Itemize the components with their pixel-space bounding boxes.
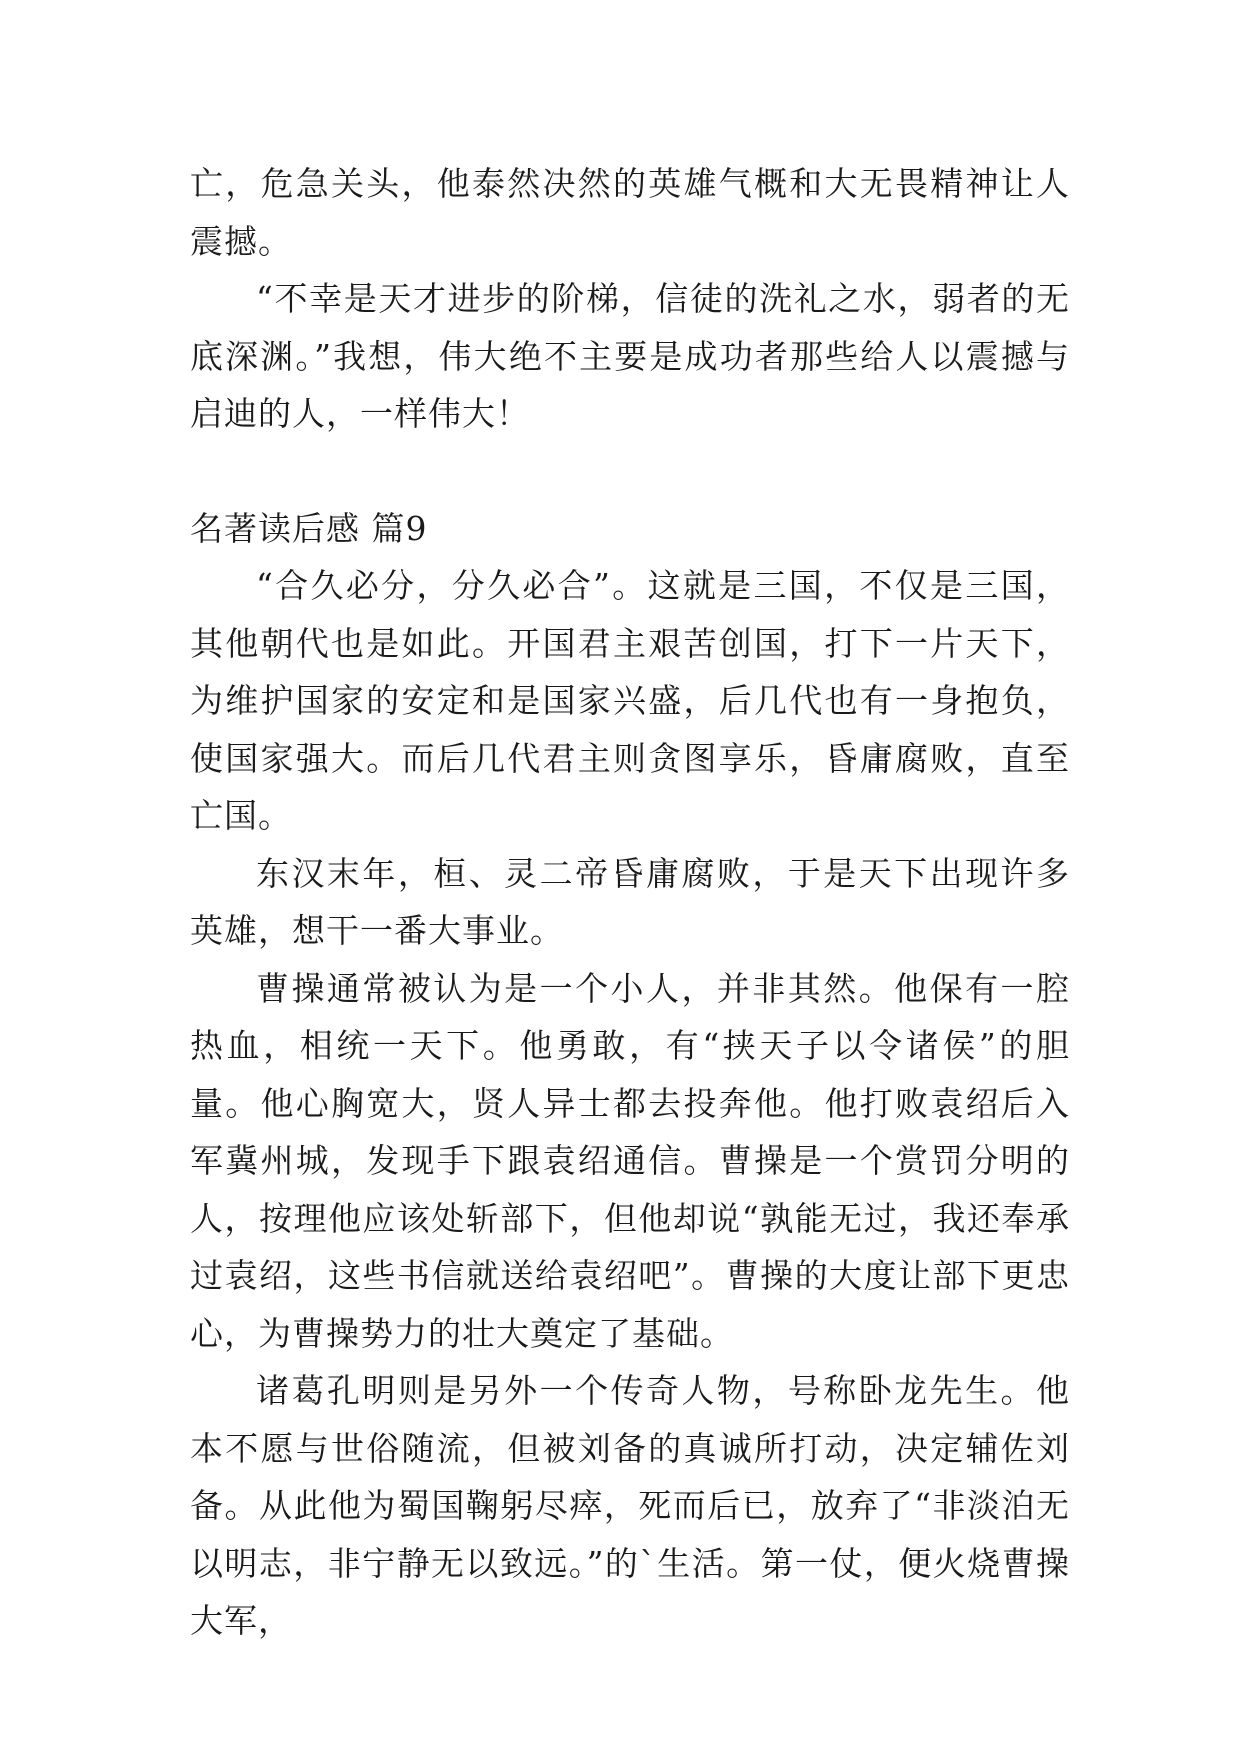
paragraph-cao-cao: 曹操通常被认为是一个小人，并非其然。他保有一腔热血，相统一天下。他勇敢，有“挟天子以令诸侯”的胆量。他心胸宽大，贤人异士都去投奔他。他打败袁绍后入军冀州城，发现手下跟袁绍通信。曹操是一个赏罚分明的人，按理他应该处斩部下，但他却说“孰能无过，我还奉承过袁绍，这些书信就送给袁绍吧”。曹操的大度让部下更忠心，为曹操势力的壮大奠定了基础。 <box>190 968 1070 1353</box>
paragraph-quote: “不幸是天才进步的阶梯，信徒的洗礼之水，弱者的无底深渊。”我想，伟大绝不主要是成功者那些给人以震撼与启迪的人，一样伟大！ <box>190 279 1070 433</box>
document-body <box>190 155 1070 1650</box>
paragraph-intro: “合久必分，分久必合”。这就是三国，不仅是三国，其他朝代也是如此。开国君主艰苦创国，打下一片天下，为维护国家的安定和是国家兴盛，后几代也有一身抱负，使国家强大。而后几代君主则贪图享乐，昏庸腐败，直至亡国。 <box>190 566 1070 835</box>
section-gap <box>190 443 1070 500</box>
paragraph-continued: 亡，危急关头，他泰然决然的英雄气概和大无畏精神让人震撼。 <box>190 164 1070 261</box>
paragraph-zhuge-liang: 诸葛孔明则是另外一个传奇人物，号称卧龙先生。他本不愿与世俗随流，但被刘备的真诚所打动，决定辅佐刘备。从此他为蜀国鞠躬尽瘁，死而后已，放弃了“非淡泊无以明志，非宁静无以致远。”的`生活。第一仗，便火烧曹操大军， <box>190 1371 1070 1640</box>
paragraph-eastern-han: 东汉末年，桓、灵二帝昏庸腐败，于是天下出现许多英雄，想干一番大事业。 <box>190 853 1070 950</box>
section-heading: 名著读后感 篇9 <box>190 508 428 548</box>
